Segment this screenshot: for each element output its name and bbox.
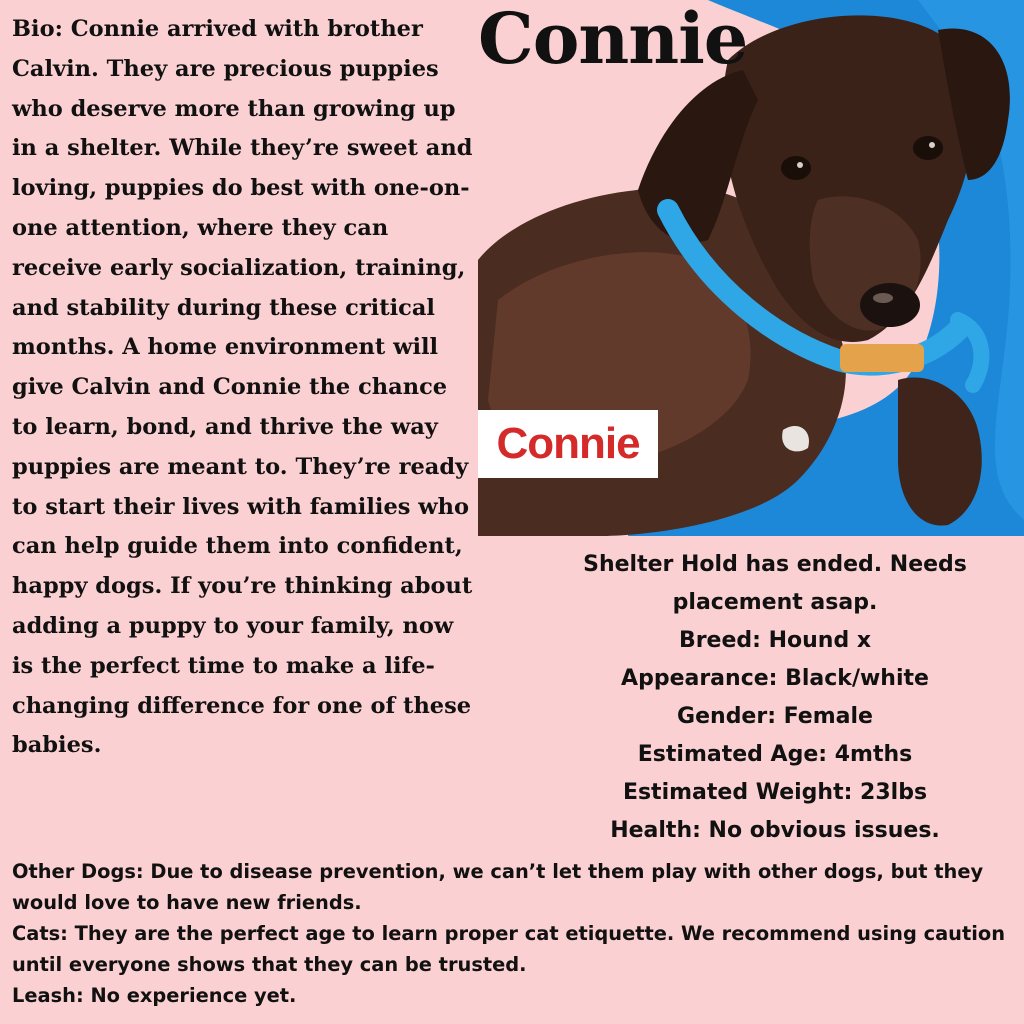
bio-text: Bio: Connie arrived with brother Calvin. They are precious puppies who deserve more than growing up in a shelter. While they’re sweet and loving, puppies do best with one-on-one attention, where they can receive early socialization, training, and stability during these critical months. A home environment will give Calvin and Connie the chance to learn, bond, and thrive the way puppies are meant to. They’re ready to start their lives with families who can help guide them into confident, happy dogs. If you’re thinking about adding a puppy to your family, now is the perfect time to make a life-changing difference for one of these babies. — [12, 16, 473, 759]
collar-tag — [840, 344, 924, 372]
photo-name-label: Connie — [478, 410, 658, 478]
dog-nose — [860, 283, 920, 327]
leash-note: Leash: No experience yet. — [12, 984, 297, 1007]
breed-info: Breed: Hound x — [678, 628, 872, 653]
page-title: Connie — [478, 0, 748, 80]
gender-info: Gender: Female — [677, 704, 873, 729]
appearance-info: Appearance: Black/white — [621, 666, 929, 691]
cats-note: Cats: They are the perfect age to learn proper cat etiquette. We recommend using caution until everyone shows that they can be trusted. — [12, 922, 1006, 976]
weight-info: Estimated Weight: 23lbs — [622, 780, 928, 805]
dog-details — [530, 546, 1020, 850]
health-info: Health: No obvious issues. — [610, 818, 940, 843]
other-dogs-note: Other Dogs: Due to disease prevention, we can’t let them play with other dogs, but they would love to have new friends. — [12, 860, 984, 914]
hold-status: Shelter Hold has ended. Needs placement asap. — [583, 552, 967, 615]
compatibility-notes — [12, 856, 1012, 1011]
age-info: Estimated Age: 4mths — [637, 742, 913, 767]
